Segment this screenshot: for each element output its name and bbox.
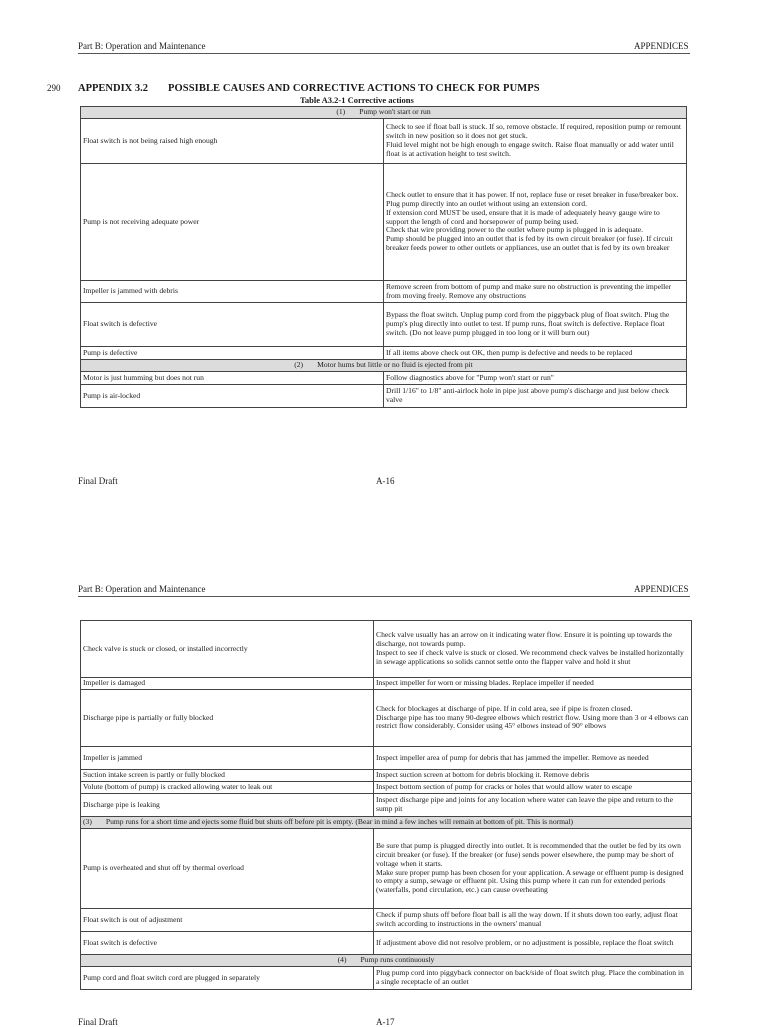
action-line: Discharge pipe has too many 90-degree elbows which restrict flow. Using more than 3 or 4 elbows can restrict flow considerably. Consider using 45° elbows instead of 90° elbows xyxy=(376,712,689,731)
action-line: Check outlet to ensure that it has power. If not, replace fuse or reset breaker in fuse/breaker box. xyxy=(386,189,679,199)
table-row xyxy=(81,794,692,817)
corrective-actions-table-p1 xyxy=(80,106,687,408)
table-row xyxy=(81,303,687,347)
action-cell xyxy=(384,119,687,164)
cause-cell: Suction intake screen is partly or fully blocked xyxy=(81,770,374,782)
table-row xyxy=(81,347,687,360)
page2-header-rule xyxy=(78,596,690,597)
section-number: (2) xyxy=(294,360,304,370)
section-cell xyxy=(81,817,692,829)
cause-cell: Pump cord and float switch cord are plugged in separately xyxy=(81,967,374,990)
action-cell xyxy=(374,770,692,782)
action-line: Pump should be plugged into an outlet that is fed by its own circuit breaker (or fuse). If circuit breaker feeds power to other outlets or appliances, use an outlet that is fed by its own breaker xyxy=(386,234,673,253)
action-line: If adjustment above did not resolve problem, or no adjustment is possible, replace the float switch xyxy=(376,937,674,947)
section-number: (1) xyxy=(336,107,346,117)
page-number: 290 xyxy=(47,83,61,93)
table-row xyxy=(81,967,692,990)
table-row xyxy=(81,770,692,782)
page2-header-left: Part B: Operation and Maintenance xyxy=(78,584,206,594)
appendix-title: POSSIBLE CAUSES AND CORRECTIVE ACTIONS TO CHECK FOR PUMPS xyxy=(168,83,540,94)
page2-footer-page: A-17 xyxy=(376,1017,395,1027)
action-cell xyxy=(384,372,687,385)
action-line: If all items above check out OK, then pump is defective and needs to be replaced xyxy=(386,347,633,357)
table-row xyxy=(81,281,687,303)
action-line: Fluid level might not be high enough to engage switch. Raise float manually or add water until float is at activation height to test switch. xyxy=(386,140,674,158)
action-cell xyxy=(374,782,692,794)
table-row xyxy=(81,372,687,385)
action-cell xyxy=(374,747,692,770)
action-line: Check valve usually has an arrow on it indicating water flow. Ensure it is pointing up towards the discharge, not towards pump. xyxy=(376,630,673,649)
cause-cell: Volute (bottom of pump) is cracked allowing water to leak out xyxy=(81,782,374,794)
section-header xyxy=(81,360,687,372)
section-number: (4) xyxy=(337,955,347,965)
action-line: Inspect impeller area of pump for debris that has jammed the impeller. Remove as needed xyxy=(376,752,649,762)
page1-header-left: Part B: Operation and Maintenance xyxy=(78,41,206,51)
action-line: Check if pump shuts off before float ball is all the way down. If it shuts down too early, adjust float switch according to instructions in the owners' manual xyxy=(376,910,678,928)
action-cell xyxy=(374,829,692,909)
action-cell xyxy=(374,690,692,747)
action-line: Inspect suction screen at bottom for debris blocking it. Remove debris xyxy=(376,770,590,780)
page1-footer-page: A-16 xyxy=(376,476,395,486)
action-cell xyxy=(374,794,692,817)
action-cell xyxy=(374,967,692,990)
cause-cell: Impeller is damaged xyxy=(81,678,374,690)
table-row xyxy=(81,782,692,794)
cause-cell: Float switch is defective xyxy=(81,932,374,955)
action-line: Inspect impeller for worn or missing blades. Replace impeller if needed xyxy=(376,678,594,688)
action-line: Check for blockages at discharge of pipe. If in cold area, see if pipe is frozen closed. xyxy=(376,703,633,713)
section-title: Motor hums but little or no fluid is ejected from pit xyxy=(317,360,473,370)
table-row xyxy=(81,909,692,932)
cause-cell: Pump is not receiving adequate power xyxy=(81,164,384,281)
action-line: If extension cord MUST be used, ensure that it is made of adequately heavy gauge wire to support the length of cord and horsepower of pump being used. xyxy=(386,207,660,226)
section-cell xyxy=(81,955,692,967)
section-header xyxy=(81,955,692,967)
corrective-actions-table-p2 xyxy=(80,620,692,990)
action-line: Follow diagnostics above for "Pump won't start or run" xyxy=(386,372,554,382)
page1-header-rule xyxy=(78,53,690,54)
action-cell xyxy=(374,621,692,678)
table-row xyxy=(81,621,692,678)
page1-header-right: APPENDICES xyxy=(634,41,689,51)
table-row xyxy=(81,385,687,408)
cause-cell: Discharge pipe is leaking xyxy=(81,794,374,817)
table-row xyxy=(81,932,692,955)
action-cell xyxy=(384,347,687,360)
action-line: Inspect to see if check valve is stuck or closed. We recommend check valves be installed horizontally in sewage applications so solids cannot settle onto the flapper valve and hold it shut xyxy=(376,648,684,666)
table-row xyxy=(81,119,687,164)
cause-cell: Motor is just humming but does not run xyxy=(81,372,384,385)
action-cell xyxy=(374,932,692,955)
section-number: (3) xyxy=(83,817,92,827)
section-cell xyxy=(81,107,687,119)
cause-cell: Pump is overheated and shut off by thermal overload xyxy=(81,829,374,909)
action-cell xyxy=(384,164,687,281)
table-row xyxy=(81,747,692,770)
table-row xyxy=(81,164,687,281)
action-line: Be sure that pump is plugged directly into outlet. It is recommended that the outlet be fed by its own circuit breaker (or fuse). If the breaker (or fuse) sends power elsewhere, the pump may be short of voltage when it starts. xyxy=(376,840,681,868)
cause-cell: Pump is defective xyxy=(81,347,384,360)
cause-cell: Check valve is stuck or closed, or installed incorrectly xyxy=(81,621,374,678)
cause-cell: Float switch is defective xyxy=(81,303,384,347)
action-line: Bypass the float switch. Unplug pump cord from the piggyback plug of float switch. Plug the pump's plug directly into outlet to test. If pump runs, float switch is defective. Replace float switch. (Do not leave pump plugged in too long or it will burn out) xyxy=(386,310,670,337)
action-cell xyxy=(384,281,687,303)
cause-cell: Float switch is out of adjustment xyxy=(81,909,374,932)
table-row xyxy=(81,690,692,747)
table-row xyxy=(81,678,692,690)
action-cell xyxy=(384,303,687,347)
action-line: Plug pump cord into piggyback connector on back/side of float switch plug. Place the combination in a single receptacle of an outlet xyxy=(376,968,684,986)
action-line: Check that wire providing power to the outlet where pump is plugged in is adequate. xyxy=(386,225,644,235)
cause-cell: Impeller is jammed xyxy=(81,747,374,770)
section-cell xyxy=(81,360,687,372)
section-title: Pump runs for a short time and ejects some fluid but shuts off before pit is empty. (Bear in mind a few inches will remain at bottom of pit. This is normal) xyxy=(105,817,574,827)
section-title: Pump runs continuously xyxy=(360,955,435,965)
cause-cell: Discharge pipe is partially or fully blocked xyxy=(81,690,374,747)
section-header xyxy=(81,107,687,119)
page1-footer-left: Final Draft xyxy=(78,476,118,486)
action-line: Inspect discharge pipe and joints for any location where water can leave the pipe and return to the sump pit xyxy=(376,795,673,813)
table-row xyxy=(81,829,692,909)
action-line: Make sure proper pump has been chosen for your application. A sewage or effluent pump is designed to empty a sump, sewage or effluent pit. Using this pump where it can run for extended periods (waterfalls, pond circulation, etc.) can cause overheating xyxy=(376,867,684,895)
action-cell xyxy=(384,385,687,408)
cause-cell: Float switch is not being raised high enough xyxy=(81,119,384,164)
cause-cell: Pump is air-locked xyxy=(81,385,384,408)
section-title: Pump won't start or run xyxy=(359,107,431,117)
action-line: Plug pump directly into an outlet without using an extension cord. xyxy=(386,198,587,208)
action-cell xyxy=(374,678,692,690)
action-line: Inspect bottom section of pump for cracks or holes that would allow water to escape xyxy=(376,782,633,792)
action-cell xyxy=(374,909,692,932)
page2-header-right: APPENDICES xyxy=(634,584,689,594)
appendix-label: APPENDIX 3.2 xyxy=(78,83,148,94)
action-line: Remove screen from bottom of pump and make sure no obstruction is preventing the impeller from moving freely. Remove any obstructions xyxy=(386,281,672,300)
cause-cell: Impeller is jammed with debris xyxy=(81,281,384,303)
action-line: Check to see if float ball is stuck. If so, remove obstacle. If required, reposition pump or remount switch in new position so it does not get stuck. xyxy=(386,122,682,141)
action-line: Drill 1/16" to 1/8" anti-airlock hole in pipe just above pump's discharge and just below check valve xyxy=(386,386,670,404)
section-header xyxy=(81,817,692,829)
table-caption: Table A3.2-1 Corrective actions xyxy=(300,95,414,105)
page2-footer-left: Final Draft xyxy=(78,1017,118,1027)
